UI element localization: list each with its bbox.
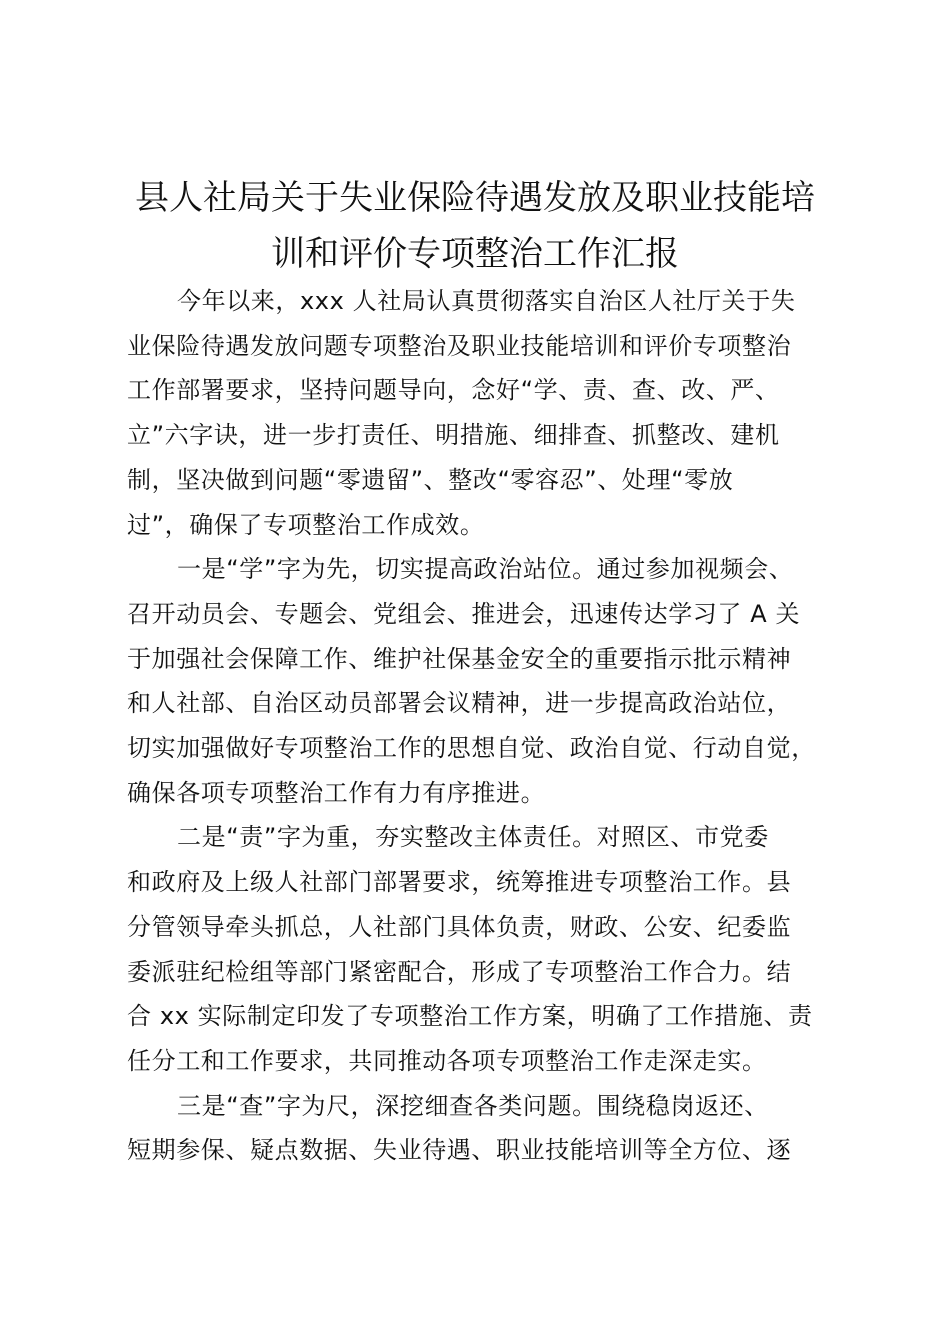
text-line: 任分工和工作要求，共同推动各项专项整治工作走深走实。 xyxy=(127,1046,767,1075)
text-line: 业保险待遇发放问题专项整治及职业技能培训和评价专项整治 xyxy=(127,331,792,360)
text-line: 立”六字诀，进一步打责任、明措施、细排查、抓整改、建机 xyxy=(127,421,780,450)
text-line: 召开动员会、专题会、党组会、推进会，迅速传达学习了 A 关 xyxy=(127,599,801,628)
text-line: 切实加强做好专项整治工作的思想自觉、政治自觉、行动自觉， xyxy=(127,734,816,763)
paragraph-intro xyxy=(127,279,837,547)
text-line: 确保各项专项整治工作有力有序推进。 xyxy=(127,778,546,807)
document-body xyxy=(127,279,837,1173)
text-line: 合 xx 实际制定印发了专项整治工作方案，明确了工作措施、责 xyxy=(127,1002,813,1031)
text-line: 三是“查”字为尺，深挖细查各类问题。围绕稳岗返还、 xyxy=(177,1091,769,1120)
text-line: 一是“学”字为先，切实提高政治站位。通过参加视频会、 xyxy=(177,555,794,584)
title-line: 县人社局关于失业保险待遇发放及职业技能培 xyxy=(135,178,815,218)
text-line: 制，坚决做到问题“零遗留”、整改“零容忍”、处理“零放 xyxy=(127,465,734,494)
paragraph-study xyxy=(127,547,837,815)
text-line: 过”，确保了专项整治工作成效。 xyxy=(127,510,485,539)
text-line: 和人社部、自治区动员部署会议精神，进一步提高政治站位， xyxy=(127,689,792,718)
text-line: 二是“责”字为重，夯实整改主体责任。对照区、市党委 xyxy=(177,823,769,852)
text-line: 今年以来，xxx 人社局认真贯彻落实自治区人社厅关于失 xyxy=(177,287,796,315)
title-line: 训和评价专项整治工作汇报 xyxy=(271,234,679,274)
paragraph-inspection xyxy=(127,1084,837,1173)
text-line: 短期参保、疑点数据、失业待遇、职业技能培训等全方位、逐 xyxy=(127,1136,792,1165)
text-line: 分管领导牵头抓总，人社部门具体负责，财政、公安、纪委监 xyxy=(127,912,792,941)
text-line: 委派驻纪检组等部门紧密配合，形成了专项整治工作合力。结 xyxy=(127,957,792,986)
document-title xyxy=(118,170,832,282)
paragraph-responsibility xyxy=(127,815,837,1083)
text-line: 和政府及上级人社部门部署要求，统筹推进专项整治工作。县 xyxy=(127,868,792,897)
text-line: 工作部署要求，坚持问题导向，念好“学、责、查、改、严、 xyxy=(127,376,780,405)
text-line: 于加强社会保障工作、维护社保基金安全的重要指示批示精神 xyxy=(127,644,792,673)
